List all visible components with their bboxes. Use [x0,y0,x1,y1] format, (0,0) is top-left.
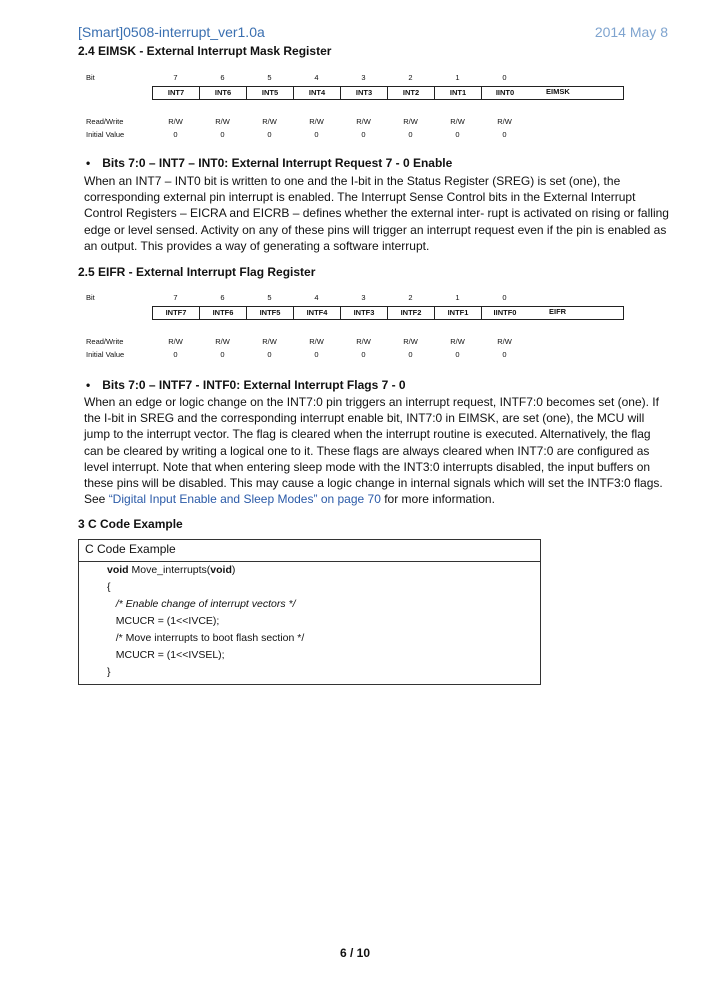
bit-number: 5 [267,73,272,82]
initial-value: 0 [267,130,272,139]
bullet-eimsk-bits [86,156,452,170]
read-write-value: R/W [403,117,418,126]
read-write-label: Read/Write [86,337,124,346]
read-write-value: R/W [168,337,183,346]
code-line: MCUCR = (1<<IVCE); [107,615,220,627]
read-write-label: Read/Write [86,117,124,126]
read-write-value: R/W [403,337,418,346]
register-field: INTF7 [153,307,200,319]
bit-number: 3 [361,73,366,82]
read-write-value: R/W [356,337,371,346]
bullet-dot: • [86,378,91,392]
read-write-value: R/W [309,117,324,126]
initial-value: 0 [267,350,272,359]
initial-value: 0 [173,130,178,139]
document-date: 2014 May 8 [594,24,668,40]
register-field: INT3 [341,87,388,99]
paragraph-eimsk: When an INT7 – INT0 bit is written to one and the I-bit in the Status Register (SREG) is set (one), the corresponding external pin interrupt is enabled. The Interrupt Sense Control bits in the External Interrupt Control Registers – EICRA and EICRB – defines whether the external inter- rupt is activated on rising or falling edge or level sensed. Activity on any of these pins will trigger an interrupt request even if the pin is enabled as an output. This provides a way of generating a software interrupt. [84,174,669,253]
initial-value: 0 [314,350,319,359]
initial-value-label: Initial Value [86,350,125,359]
code-comment: /* Move interrupts to boot flash section */ [107,632,305,644]
register-name: EIMSK [546,87,570,96]
bit-number: 2 [408,293,413,302]
register-name: EIFR [549,307,567,316]
code-box-title: C Code Example [79,540,540,562]
initial-value: 0 [502,130,507,139]
read-write-value: R/W [309,337,324,346]
register-field: INT1 [435,87,482,99]
bit-number: 6 [220,73,225,82]
read-write-value: R/W [262,117,277,126]
code-line: void Move_interrupts(void) [107,564,236,576]
section-title-eimsk: 2.4 EIMSK - External Interrupt Mask Register [78,44,332,58]
initial-value: 0 [408,130,413,139]
initial-value: 0 [173,350,178,359]
bit-number: 3 [361,293,366,302]
page-number: 6 / 10 [339,946,371,960]
initial-value: 0 [455,130,460,139]
bullet-dot: • [86,156,91,170]
bit-number: 2 [408,73,413,82]
read-write-value: R/W [168,117,183,126]
register-field: INTF6 [200,307,247,319]
register-field: INT7 [153,87,200,99]
bit-number: 4 [314,73,319,82]
bullet-eifr-bits [86,378,406,392]
bit-number: 0 [502,73,507,82]
bit-number: 1 [455,293,460,302]
bullet-text: Bits 7:0 – INT7 – INT0: External Interrupt Request 7 - 0 Enable [102,156,453,170]
read-write-value: R/W [215,337,230,346]
register-field: IINT0 [495,88,515,97]
register-field: INT4 [294,87,341,99]
bit-number: 1 [455,73,460,82]
document-title: [Smart]0508-interrupt_ver1.0a [78,24,265,40]
bit-label: Bit [86,73,95,82]
initial-value: 0 [502,350,507,359]
code-comment: /* Enable change of interrupt vectors */ [107,598,296,610]
read-write-value: R/W [215,117,230,126]
paragraph-eifr [84,394,670,507]
register-field: INTF5 [247,307,294,319]
register-field: INT5 [247,87,294,99]
initial-value: 0 [455,350,460,359]
bit-number: 5 [267,293,272,302]
code-line: { [107,581,111,593]
read-write-value: R/W [450,337,465,346]
initial-value: 0 [408,350,413,359]
bullet-text: Bits 7:0 – INTF7 - INTF0: External Interrupt Flags 7 - 0 [102,378,406,392]
register-field: INTF1 [435,307,482,319]
read-write-value: R/W [497,117,512,126]
initial-value: 0 [220,130,225,139]
register-field: INTF2 [388,307,435,319]
code-line: MCUCR = (1<<IVSEL); [107,649,225,661]
code-body [79,562,540,681]
initial-value: 0 [361,130,366,139]
bit-label: Bit [86,293,95,302]
read-write-value: R/W [450,117,465,126]
register-field: INT6 [200,87,247,99]
initial-value: 0 [314,130,319,139]
paragraph-eifr-text: When an edge or logic change on the INT7:0 pin triggers an interrupt request, INTF7:0 becomes set (one). If the I-bit in SREG and the corresponding interrupt enable bit, INT7:0 in EIMSK, are set (one), the MCU will jump to the interrupt vector. The flag is cleared when the interrupt routine is executed. Alternatively, the flag can be cleared by writing a logical one to it. These flags are always cleared when INT7:0 are configured as level interrupt. Note that when entering sleep mode with the INT3:0 interrupts disabled, the input buffers on these pins will be disabled. This may cause a logic change in internal signals which will set the INTF3:0 flags. See [84,395,663,507]
bit-number: 7 [173,293,178,302]
register-field: INTF4 [294,307,341,319]
code-line: } [107,666,111,678]
section-title-code: 3 C Code Example [78,517,183,531]
cross-reference-link[interactable]: “Digital Input Enable and Sleep Modes” on page 70 [108,492,381,507]
initial-value: 0 [220,350,225,359]
read-write-value: R/W [356,117,371,126]
code-example-box [78,539,541,685]
register-field: INTF3 [341,307,388,319]
read-write-value: R/W [262,337,277,346]
initial-value: 0 [361,350,366,359]
bit-number: 6 [220,293,225,302]
initial-value-label: Initial Value [86,130,125,139]
section-title-eifr: 2.5 EIFR - External Interrupt Flag Register [78,265,316,279]
bit-number: 4 [314,293,319,302]
bit-number: 7 [173,73,178,82]
register-field: IINTF0 [493,308,517,317]
bit-number: 0 [502,293,507,302]
register-field: INT2 [388,87,435,99]
paragraph-eifr-end: for more information. [380,492,495,507]
read-write-value: R/W [497,337,512,346]
